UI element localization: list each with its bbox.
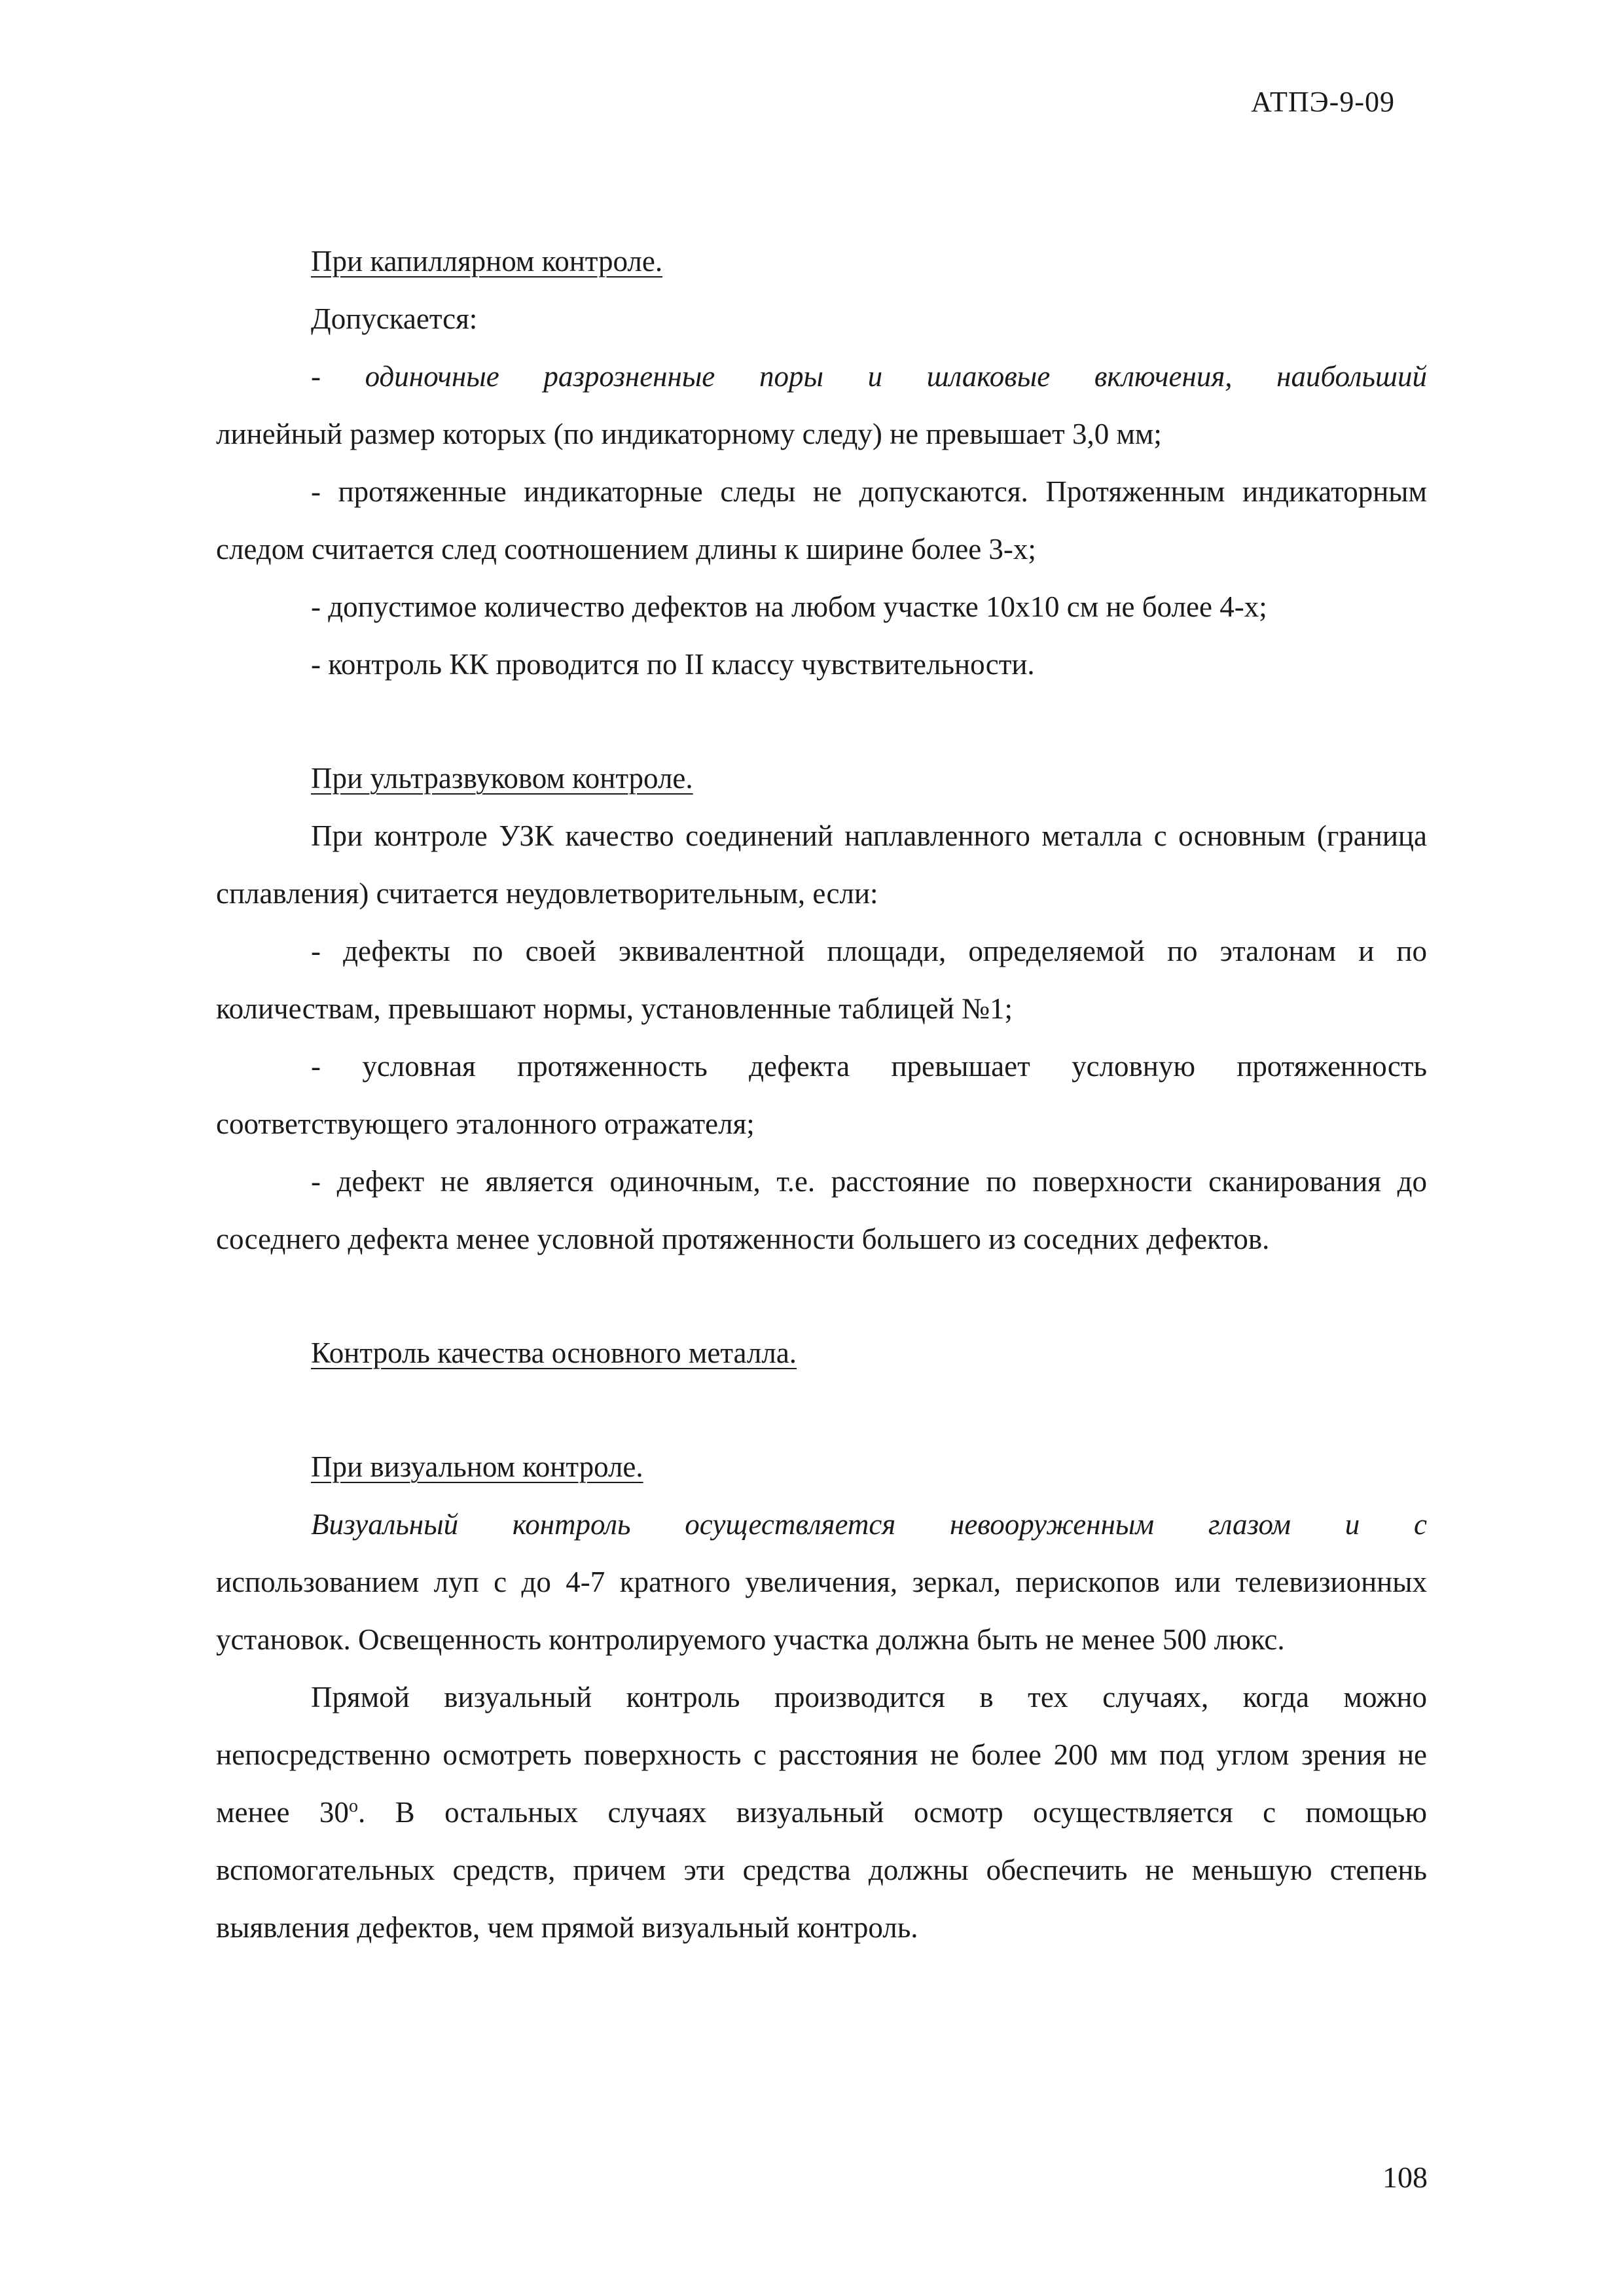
visual-para-2-end: . В остальных случаях визуальный осмотр осуществляется с помощью вспомогательных средств, причем эти средства должны обеспечить не меньшую степень выявления дефектов, чем прямой визуальный контроль. <box>216 1796 1427 1944</box>
ultrasonic-intro: При контроле УЗК качество соединений наплавленного металла с основным (граница сплавления) считается неудовлетворительным, если: <box>216 819 1427 910</box>
ultrasonic-heading: При ультразвуковом контроле. <box>311 762 693 795</box>
section-gap <box>216 693 1427 749</box>
ultrasonic-item-2: - условная протяженность дефекта превышает условную протяженность соответствующего эталонного отражателя; <box>216 1050 1427 1140</box>
base-metal-section <box>216 1324 1427 1382</box>
capillary-item-2: - протяженные индикаторные следы не допускаются. Протяженным индикаторным следом считается след соотношением длины к ширине более 3-х; <box>216 475 1427 565</box>
capillary-item-1 <box>216 348 1427 405</box>
base-metal-heading: Контроль качества основного металла. <box>311 1336 797 1369</box>
degree-superscript: о <box>348 1796 358 1816</box>
visual-section <box>216 1438 1427 1956</box>
page-number: 108 <box>1382 2161 1428 2194</box>
document-body <box>216 232 1427 1956</box>
capillary-item-3: - допустимое количество дефектов на любом участке 10x10 см не более 4-х; <box>311 590 1267 623</box>
visual-para-1-italic: Визуальный контроль осуществляется невооруженным глазом и с <box>311 1508 1427 1541</box>
capillary-section <box>216 232 1427 693</box>
ultrasonic-item-3: - дефект не является одиночным, т.е. расстояние по поверхности сканирования до соседнего дефекта менее условной протяженности большего из соседних дефектов. <box>216 1165 1427 1255</box>
visual-para-1-first-line <box>216 1496 1427 1553</box>
visual-para-2-start: Прямой визуальный контроль производится в тех случаях, когда можно непосредственно осмотреть поверхность с расстояния не более 200 мм под углом зрения не менее 30 <box>216 1681 1427 1829</box>
ultrasonic-section <box>216 749 1427 1268</box>
capillary-heading: При капиллярном контроле. <box>311 245 663 278</box>
ultrasonic-item-1: - дефекты по своей эквивалентной площади, определяемой по эталонам и по количествам, превышают нормы, установленные таблицей №1; <box>216 935 1427 1025</box>
visual-para-2 <box>216 1668 1427 1956</box>
section-gap <box>216 1382 1427 1438</box>
capillary-item-4: - контроль КК проводится по II классу чувствительности. <box>311 648 1035 681</box>
capillary-allowed: Допускается: <box>311 302 478 335</box>
visual-heading: При визуальном контроле. <box>311 1450 643 1483</box>
visual-para-1-rest: использованием луп с до 4-7 кратного увеличения, зеркал, перископов или телевизионных установок. Освещенность контролируемого участка должна быть не менее 500 люкс. <box>216 1566 1427 1656</box>
capillary-item-1-italic: - одиночные разрозненные поры и шлаковые включения, наибольший <box>311 360 1427 393</box>
document-code: АТПЭ-9-09 <box>1251 86 1395 118</box>
capillary-item-1-rest: линейный размер которых (по индикаторному следу) не превышает 3,0 мм; <box>216 418 1162 450</box>
section-gap <box>216 1268 1427 1324</box>
